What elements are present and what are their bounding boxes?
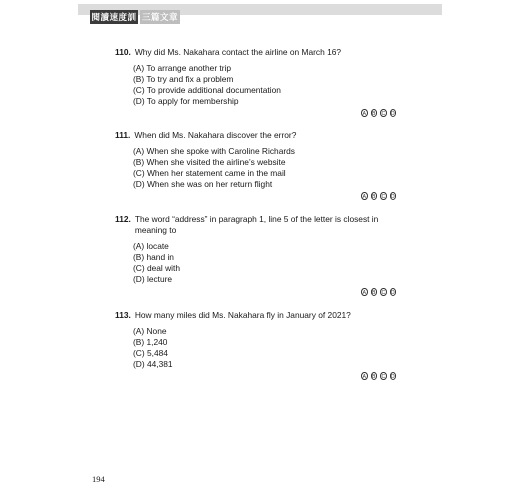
bubble-d[interactable]: D [390, 194, 395, 200]
question-111 [115, 130, 405, 190]
option-b[interactable]: (B) When she visited the airline’s website [133, 157, 286, 167]
question-113 [115, 310, 405, 370]
bubble-c[interactable]: C [381, 374, 386, 380]
question-110 [115, 47, 405, 107]
question-number: 110. [115, 47, 131, 57]
option-c[interactable]: (C) When her statement came in the mail [133, 168, 286, 178]
option-c[interactable]: (C) deal with [133, 263, 181, 273]
bubble-d[interactable]: D [390, 374, 395, 380]
option-list [133, 146, 405, 190]
option-b[interactable]: (B) To try and fix a problem [133, 74, 234, 84]
bubble-c[interactable]: C [381, 111, 386, 117]
bubble-a[interactable]: A [362, 374, 366, 380]
option-d[interactable]: (D) When she was on her return flight [133, 179, 273, 189]
bubble-a[interactable]: A [362, 290, 366, 296]
question-number: 112. [115, 214, 131, 224]
answer-bubbles-110 [361, 109, 396, 117]
page-number: 194 [92, 474, 105, 484]
option-list [133, 63, 405, 107]
section-tab: 閱讀速度訓練 [91, 12, 137, 36]
option-d[interactable]: (D) lecture [133, 274, 173, 284]
option-a[interactable]: (A) When she spoke with Caroline Richards [133, 146, 295, 156]
question-text: When did Ms. Nakahara discover the error? [134, 130, 297, 140]
question-112 [115, 214, 405, 285]
bubble-b[interactable]: B [372, 194, 376, 200]
option-b[interactable]: (B) 1,240 [133, 337, 168, 347]
question-number: 113. [115, 310, 131, 320]
bubble-b[interactable]: B [372, 290, 376, 296]
answer-bubbles-111 [361, 192, 396, 200]
subsection-tab: 三篇文章① [141, 12, 178, 36]
question-text: How many miles did Ms. Nakahara fly in January of 2021? [134, 310, 351, 320]
question-number: 111. [115, 130, 131, 140]
bubble-a[interactable]: A [362, 194, 366, 200]
option-a[interactable]: (A) None [133, 326, 167, 336]
option-b[interactable]: (B) hand in [133, 252, 174, 262]
question-text: The word “address” in paragraph 1, line 5 of the letter is closest in meaning to [134, 214, 379, 235]
option-c[interactable]: (C) To provide additional documentation [133, 85, 281, 95]
answer-bubbles-113 [361, 372, 396, 380]
question-text: Why did Ms. Nakahara contact the airline on March 16? [134, 47, 342, 57]
bubble-c[interactable]: C [381, 194, 386, 200]
bubble-d[interactable]: D [390, 111, 395, 117]
answer-bubbles-112 [361, 288, 396, 296]
option-d[interactable]: (D) 44,381 [133, 359, 173, 369]
bubble-b[interactable]: B [372, 374, 376, 380]
option-c[interactable]: (C) 5,484 [133, 348, 168, 358]
bubble-d[interactable]: D [390, 290, 395, 296]
option-a[interactable]: (A) locate [133, 241, 169, 251]
bubble-a[interactable]: A [362, 111, 366, 117]
option-a[interactable]: (A) To arrange another trip [133, 63, 232, 73]
option-list [133, 241, 405, 285]
option-d[interactable]: (D) To apply for membership [133, 96, 239, 106]
option-list [133, 326, 405, 370]
bubble-c[interactable]: C [381, 290, 386, 296]
bubble-b[interactable]: B [372, 111, 376, 117]
